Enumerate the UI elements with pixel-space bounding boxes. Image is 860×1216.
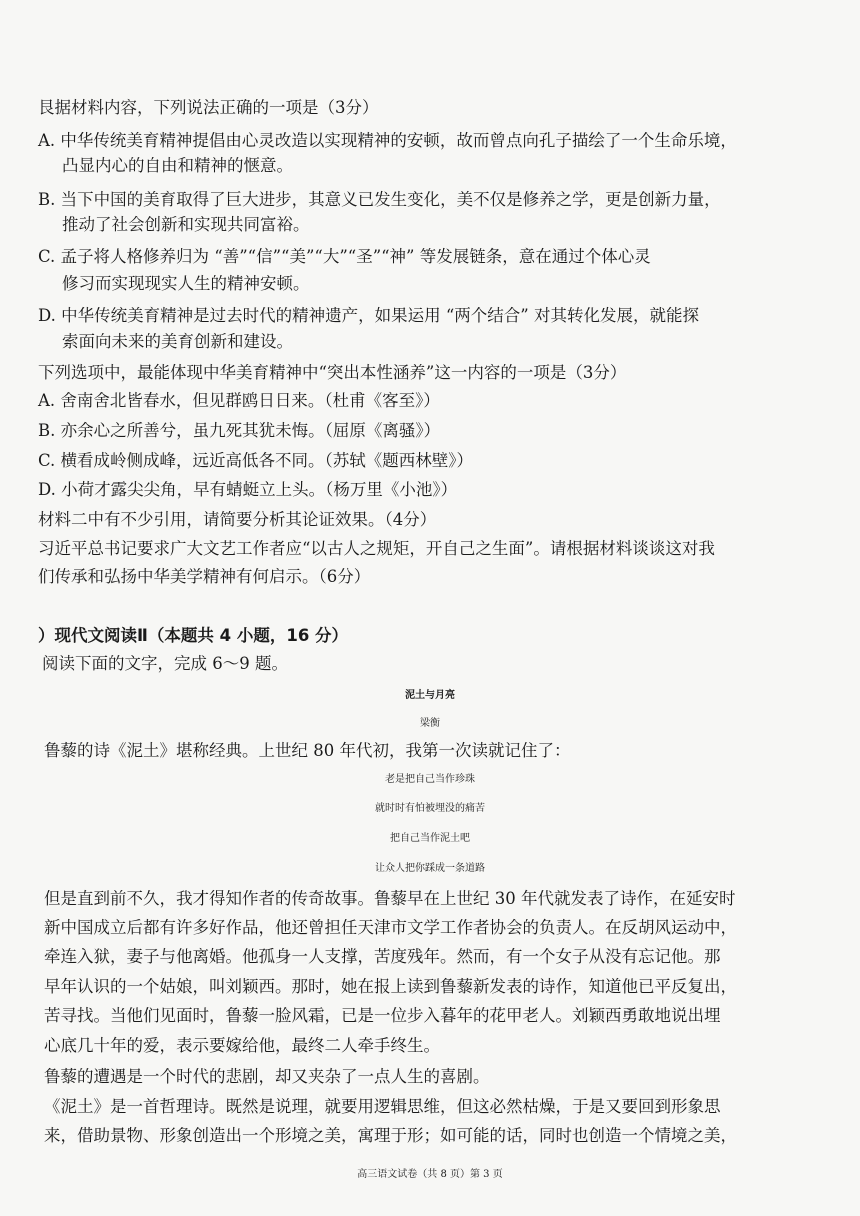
q3-option-b-line1: B. 当下中国的美育取得了巨大进步，其意义已发生变化，美不仅是修养之学，更是创新力量， [38, 190, 721, 209]
article-paragraph-2-line4: 早年认识的一个姑娘，叫刘颖西。那时，她在报上读到鲁藜新发表的诗作，知道他已平反复出， [44, 977, 737, 996]
q3-option-a-line1: A. 中华传统美育精神提倡由心灵改造以实现精神的安顿，故而曾点向孔子描绘了一个生命乐境， [38, 131, 737, 150]
article-paragraph-1: 鲁藜的诗《泥土》堪称经典。上世纪 80 年代初，我第一次读就记住了： [44, 741, 571, 760]
article-title: 泥土与月亮 [405, 690, 455, 701]
article-author: 梁衡 [420, 718, 440, 729]
article-paragraph-4-line1: 《泥土》是一首哲理诗。既然是说理，就要用逻辑思维，但这必然枯燥，于是又要回到形象思 [44, 1097, 721, 1116]
q4-option-c: C. 横看成岭侧成峰，远近高低各不同。（苏轼《题西林壁》） [38, 451, 474, 470]
q3-option-b-line2: 推动了社会创新和实现共同富裕。 [62, 215, 310, 234]
section-heading: ）现代文阅读Ⅱ（本题共 4 小题，16 分） [38, 626, 349, 645]
article-paragraph-2-line6: 心底几十年的爱，表示要嫁给他，最终二人牵手终生。 [44, 1036, 440, 1055]
q4-option-d: D. 小荷才露尖尖角，早有蜻蜓立上头。（杨万里《小池》） [38, 480, 458, 499]
article-paragraph-3: 鲁藜的遭遇是一个时代的悲剧，却又夹杂了一点人生的喜剧。 [44, 1067, 490, 1086]
q6-stem-line1: 习近平总书记要求广大文艺工作者应“以古人之规矩，开自己之生面”。请根据材料谈谈这对我 [38, 539, 715, 558]
article-paragraph-4-line2: 来，借助景物、形象创造出一个形境之美，寓理于形；如可能的话，同时也创造一个情境之美， [44, 1126, 737, 1145]
article-paragraph-2-line1: 但是直到前不久，我才得知作者的传奇故事。鲁藜早在上世纪 30 年代就发表了诗作，在延安时 [44, 889, 736, 908]
q3-option-d-line1: D. 中华传统美育精神是过去时代的精神遗产，如果运用 “两个结合” 对其转化发展，就能探 [38, 306, 699, 325]
article-paragraph-2-line2: 新中国成立后都有许多好作品，他还曾担任天津市文学工作者协会的负责人。在反胡风运动中， [44, 918, 737, 937]
poem-line-2: 就时时有怕被埋没的痛苦 [375, 803, 485, 814]
q3-stem: 艮据材料内容，下列说法正确的一项是（3分） [38, 98, 379, 117]
poem-line-3: 把自己当作泥土吧 [390, 833, 470, 844]
poem-line-1: 老是把自己当作珍珠 [385, 774, 475, 785]
page-footer: 高三语文试卷（共 8 页）第 3 页 [357, 1169, 503, 1180]
article-paragraph-2-line3: 牵连入狱，妻子与他离婚。他孤身一人支撑，苦度残年。然而，有一个女子从没有忘记他。那 [44, 947, 721, 966]
q4-option-b: B. 亦余心之所善兮，虽九死其犹未悔。（屈原《离骚》） [38, 421, 441, 440]
q3-option-a-line2: 凸显内心的自由和精神的惬意。 [62, 156, 293, 175]
q3-option-d-line2: 索面向未来的美育创新和建设。 [62, 332, 293, 351]
q4-stem: 下列选项中，最能体现中华美育精神中“突出本性涵养”这一内容的一项是（3分） [38, 363, 627, 382]
q3-option-c-line2: 修习而实现现实人生的精神安顿。 [62, 274, 310, 293]
section-instruction: 阅读下面的文字，完成 6～9 题。 [42, 654, 288, 673]
poem-line-4: 让众人把你踩成一条道路 [375, 863, 485, 874]
q3-option-c-line1: C. 孟子将人格修养归为 “善”“信”“美”“大”“圣”“神” 等发展链条，意在通过个体心灵 [38, 247, 651, 266]
q4-option-a: A. 舍南舍北皆春水，但见群鸥日日来。（杜甫《客至》） [38, 391, 440, 410]
q5-stem: 材料二中有不少引用，请简要分析其论证效果。（4分） [38, 510, 437, 529]
q6-stem-line2: 们传承和弘扬中华美学精神有何启示。（6分） [38, 567, 371, 586]
article-paragraph-2-line5: 苦寻找。当他们见面时，鲁藜一脸风霜，已是一位步入暮年的花甲老人。刘颖西勇敢地说出埋 [44, 1006, 721, 1025]
